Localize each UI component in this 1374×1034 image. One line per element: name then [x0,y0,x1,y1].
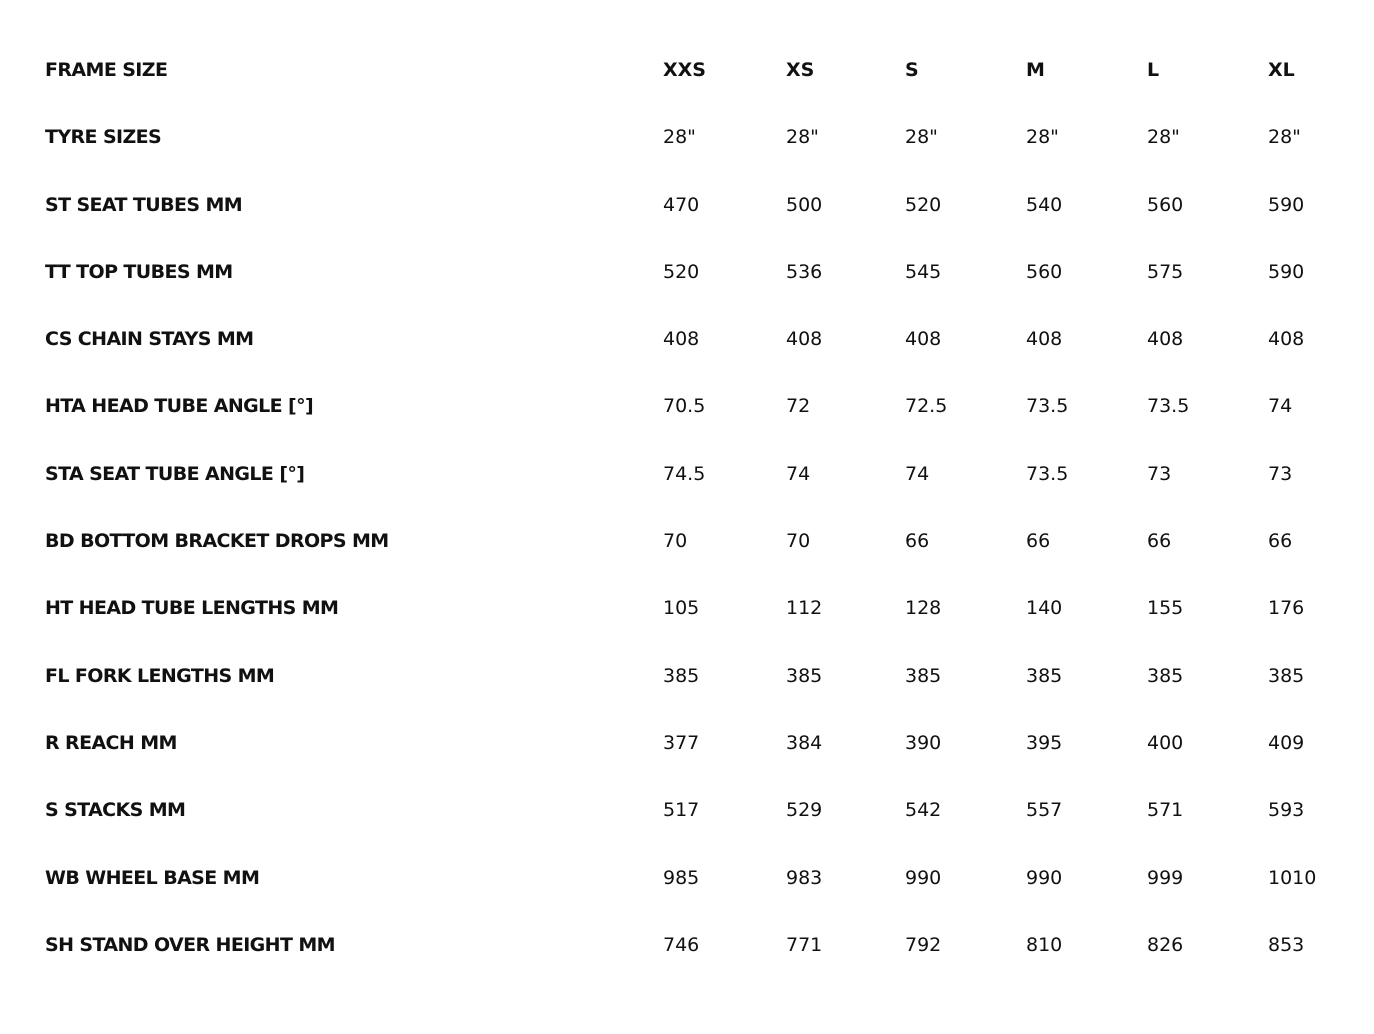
row-value: 28" [1026,126,1059,149]
row-value: 540 [1026,193,1063,216]
row-label: TT TOP TUBES MM [45,260,233,283]
row-value: 746 [663,933,700,956]
row-value: 385 [786,664,823,687]
row-value: 593 [1268,799,1305,822]
table-row [0,172,1374,239]
row-label: SH STAND OVER HEIGHT MM [45,933,335,956]
table-row [0,710,1374,777]
table-row [0,441,1374,508]
geometry-table [0,37,1374,979]
row-label: FL FORK LENGTHS MM [45,664,275,687]
row-value: 74 [905,462,930,485]
row-value: 560 [1147,193,1184,216]
size-heading-xxs: XXS [663,59,706,81]
row-value: 72.5 [905,395,948,418]
table-header-row [0,37,1374,104]
row-value: 390 [905,731,942,754]
row-label: S STACKS MM [45,799,186,822]
row-value: 792 [905,933,942,956]
row-value: 385 [1147,664,1184,687]
row-label: ST SEAT TUBES MM [45,193,243,216]
size-heading-xs: XS [786,59,815,81]
row-value: 385 [905,664,942,687]
row-value: 529 [786,799,823,822]
row-value: 520 [905,193,942,216]
row-value: 73 [1147,462,1172,485]
row-value: 74.5 [663,462,706,485]
row-value: 990 [1026,866,1063,889]
size-heading-s: S [905,59,919,81]
size-heading-xl: XL [1268,59,1295,81]
row-value: 74 [1268,395,1293,418]
row-value: 176 [1268,597,1305,620]
row-value: 408 [1268,328,1305,351]
row-value: 385 [1026,664,1063,687]
row-value: 70 [786,530,811,553]
row-label: STA SEAT TUBE ANGLE [°] [45,462,305,485]
row-value: 990 [905,866,942,889]
table-body [0,104,1374,979]
row-value: 28" [1268,126,1301,149]
row-value: 470 [663,193,700,216]
row-value: 571 [1147,799,1184,822]
row-value: 384 [786,731,823,754]
row-value: 112 [786,597,823,620]
row-value: 590 [1268,193,1305,216]
row-value: 408 [663,328,700,351]
row-value: 985 [663,866,700,889]
row-value: 385 [1268,664,1305,687]
row-value: 377 [663,731,700,754]
table-row [0,777,1374,844]
row-value: 73.5 [1026,395,1069,418]
row-value: 73 [1268,462,1293,485]
row-label: BD BOTTOM BRACKET DROPS MM [45,530,389,553]
table-row [0,508,1374,575]
table-row [0,575,1374,642]
table-row [0,643,1374,710]
row-value: 590 [1268,260,1305,283]
row-value: 155 [1147,597,1184,620]
row-value: 66 [1147,530,1172,553]
row-value: 66 [905,530,930,553]
row-value: 73.5 [1147,395,1190,418]
table-row [0,104,1374,171]
table-row [0,912,1374,979]
row-label: TYRE SIZES [45,126,162,149]
table-row [0,306,1374,373]
row-value: 400 [1147,731,1184,754]
size-heading-l: L [1147,59,1160,81]
row-value: 105 [663,597,700,620]
row-value: 408 [905,328,942,351]
row-value: 810 [1026,933,1063,956]
row-value: 408 [1026,328,1063,351]
row-value: 408 [1147,328,1184,351]
row-value: 545 [905,260,942,283]
table-row [0,845,1374,912]
row-value: 28" [663,126,696,149]
row-value: 28" [1147,126,1180,149]
row-value: 70.5 [663,395,706,418]
row-value: 66 [1026,530,1051,553]
row-value: 73.5 [1026,462,1069,485]
row-value: 408 [786,328,823,351]
row-value: 557 [1026,799,1063,822]
table-row [0,239,1374,306]
row-value: 140 [1026,597,1063,620]
row-label: WB WHEEL BASE MM [45,866,260,889]
row-value: 28" [786,126,819,149]
table-row [0,373,1374,440]
row-value: 999 [1147,866,1184,889]
row-value: 74 [786,462,811,485]
row-value: 826 [1147,933,1184,956]
size-heading-m: M [1026,59,1045,81]
row-value: 536 [786,260,823,283]
row-label: HTA HEAD TUBE ANGLE [°] [45,395,314,418]
row-value: 395 [1026,731,1063,754]
row-value: 517 [663,799,700,822]
row-label: CS CHAIN STAYS MM [45,328,254,351]
row-value: 70 [663,530,688,553]
row-value: 853 [1268,933,1305,956]
row-label: HT HEAD TUBE LENGTHS MM [45,597,339,620]
row-value: 385 [663,664,700,687]
frame-size-heading: FRAME SIZE [45,59,168,81]
row-value: 542 [905,799,942,822]
row-value: 520 [663,260,700,283]
row-value: 28" [905,126,938,149]
row-value: 983 [786,866,823,889]
row-value: 560 [1026,260,1063,283]
row-value: 128 [905,597,942,620]
row-value: 575 [1147,260,1184,283]
row-value: 1010 [1268,866,1317,889]
row-value: 771 [786,933,823,956]
row-value: 500 [786,193,823,216]
row-value: 72 [786,395,811,418]
row-value: 409 [1268,731,1305,754]
row-value: 66 [1268,530,1293,553]
row-label: R REACH MM [45,731,177,754]
